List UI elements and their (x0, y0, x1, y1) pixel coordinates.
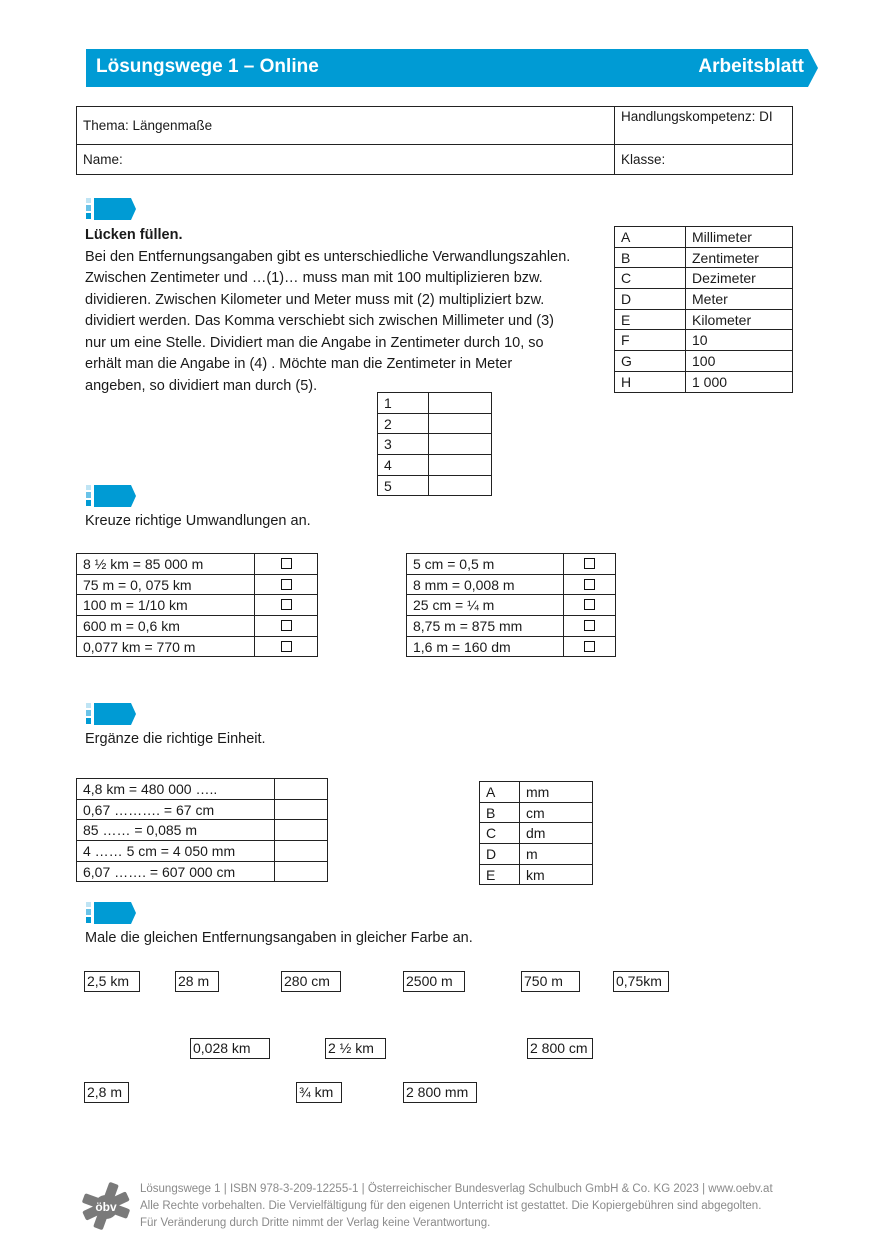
unit-value: cm (520, 802, 593, 823)
task1-line: erhält man die Angabe in (4) . Möchte man die Zentimeter in Meter (85, 356, 513, 372)
unit-answer-field[interactable] (275, 841, 328, 862)
option-key: D (615, 289, 686, 310)
answer-number: 4 (378, 455, 429, 476)
option-value: 1 000 (686, 371, 793, 392)
class-field[interactable]: Klasse: (615, 145, 793, 175)
checkbox[interactable] (255, 636, 318, 657)
footer-line: Alle Rechte vorbehalten. Die Vervielfältigung für den eigenen Unterricht ist gestattet. Die Kopiergebühren sind abgegolten. (140, 1200, 762, 1212)
option-key: C (615, 268, 686, 289)
task3-heading: Ergänze die richtige Einheit. (85, 731, 266, 747)
unit-fill-table (76, 778, 328, 882)
conversion-statement: 100 m = 1/10 km (77, 595, 255, 616)
unit-answer-field[interactable] (275, 799, 328, 820)
answer-number: 1 (378, 393, 429, 414)
unit-key: D (480, 844, 520, 865)
distance-box[interactable]: 0,75km (613, 971, 669, 992)
footer-line: Lösungswege 1 | ISBN 978-3-209-12255-1 | Österreichischer Bundesverlag Schulbuch GmbH & Co. KG 2023 | www.oebv.at (140, 1183, 773, 1195)
conversion-statement: 8 mm = 0,008 m (407, 574, 564, 595)
unit-value: km (520, 864, 593, 885)
conversion-table-right (406, 553, 616, 657)
task1-line: Zwischen Zentimeter und …(1)… muss man mit 100 multiplizieren bzw. (85, 270, 543, 286)
option-key: G (615, 351, 686, 372)
conversion-statement: 0,077 km = 770 m (77, 636, 255, 657)
option-key: E (615, 309, 686, 330)
task1-line: dividiert werden. Das Komma verschiebt sich zwischen Millimeter und (3) (85, 313, 554, 329)
task2-heading: Kreuze richtige Umwandlungen an. (85, 513, 311, 529)
footer-text (140, 1181, 773, 1232)
topic-cell: Thema: Längenmaße (77, 107, 615, 145)
unit-value: dm (520, 823, 593, 844)
conversion-statement: 1,6 m = 160 dm (407, 636, 564, 657)
section-icon (86, 902, 138, 924)
unit-value: m (520, 844, 593, 865)
section-icon (86, 198, 138, 220)
unit-key: B (480, 802, 520, 823)
section-icon (86, 485, 138, 507)
answer-number: 5 (378, 475, 429, 496)
unit-statement: 4,8 km = 480 000 ….. (77, 779, 275, 800)
task1-line: Bei den Entfernungsangaben gibt es unterschiedliche Verwandlungszahlen. (85, 248, 571, 265)
conversion-statement: 600 m = 0,6 km (77, 616, 255, 637)
option-value: Meter (686, 289, 793, 310)
task1-text (85, 225, 605, 397)
distance-box[interactable]: 2,5 km (84, 971, 140, 992)
answer-field[interactable] (429, 434, 492, 455)
footer-line: Für Veränderung durch Dritte nimmt der Verlag keine Verantwortung. (140, 1217, 491, 1229)
section-icon (86, 703, 138, 725)
answer-field[interactable] (429, 413, 492, 434)
answer-field[interactable] (429, 455, 492, 476)
unit-statement: 4 …… 5 cm = 4 050 mm (77, 841, 275, 862)
competence-cell: Handlungskompetenz: DI (615, 107, 793, 145)
option-value: 10 (686, 330, 793, 351)
conversion-statement: 25 cm = ¼ m (407, 595, 564, 616)
checkbox[interactable] (255, 574, 318, 595)
answer-number: 3 (378, 434, 429, 455)
options-table (614, 226, 793, 393)
option-value: Millimeter (686, 227, 793, 248)
unit-options-table (479, 781, 593, 885)
conversion-statement: 8 ½ km = 85 000 m (77, 554, 255, 575)
unit-key: A (480, 782, 520, 803)
unit-value: mm (520, 782, 593, 803)
checkbox[interactable] (564, 554, 616, 575)
task1-line: dividieren. Zwischen Kilometer und Meter muss mit (2) multipliziert bzw. (85, 291, 545, 308)
oebv-logo (80, 1180, 132, 1232)
book-title: Lösungswege 1 – Online (96, 56, 319, 77)
unit-key: C (480, 823, 520, 844)
distance-box[interactable]: 2500 m (403, 971, 465, 992)
unit-statement: 0,67 ………. = 67 cm (77, 799, 275, 820)
checkbox[interactable] (564, 636, 616, 657)
info-table (76, 106, 793, 175)
answers-table (377, 392, 492, 496)
checkbox[interactable] (255, 595, 318, 616)
checkbox[interactable] (564, 595, 616, 616)
task1-line: nur um eine Stelle. Dividiert man die Angabe in Zentimeter durch 10, so (85, 334, 544, 351)
header-banner (86, 49, 818, 87)
answer-field[interactable] (429, 393, 492, 414)
option-value: Dezimeter (686, 268, 793, 289)
conversion-statement: 5 cm = 0,5 m (407, 554, 564, 575)
unit-answer-field[interactable] (275, 779, 328, 800)
option-value: 100 (686, 351, 793, 372)
name-field[interactable]: Name: (77, 145, 615, 175)
unit-answer-field[interactable] (275, 820, 328, 841)
option-value: Zentimeter (686, 247, 793, 268)
conversion-statement: 75 m = 0, 075 km (77, 574, 255, 595)
distance-box[interactable]: 28 m (175, 971, 219, 992)
option-key: B (615, 247, 686, 268)
task1-heading: Lücken füllen. (85, 227, 183, 243)
unit-statement: 85 …… = 0,085 m (77, 820, 275, 841)
checkbox[interactable] (255, 554, 318, 575)
option-key: H (615, 371, 686, 392)
distance-box[interactable]: 2 800 mm (403, 1082, 477, 1103)
distance-box[interactable]: 0,028 km (190, 1038, 270, 1059)
logo-text: öbv (95, 1200, 117, 1214)
worksheet-label: Arbeitsblatt (698, 56, 804, 77)
answer-number: 2 (378, 413, 429, 434)
task4-heading: Male die gleichen Entfernungsangaben in gleicher Farbe an. (85, 930, 473, 946)
checkbox[interactable] (564, 574, 616, 595)
distance-box[interactable]: ¾ km (296, 1082, 342, 1103)
unit-answer-field[interactable] (275, 861, 328, 882)
checkbox[interactable] (255, 616, 318, 637)
answer-field[interactable] (429, 475, 492, 496)
conversion-table-left (76, 553, 318, 657)
unit-key: E (480, 864, 520, 885)
conversion-statement: 8,75 m = 875 mm (407, 616, 564, 637)
distance-box[interactable]: 2 ½ km (325, 1038, 386, 1059)
option-key: A (615, 227, 686, 248)
checkbox[interactable] (564, 616, 616, 637)
distance-box[interactable]: 280 cm (281, 971, 341, 992)
unit-statement: 6,07 ……. = 607 000 cm (77, 861, 275, 882)
distance-box[interactable]: 2,8 m (84, 1082, 129, 1103)
distance-box[interactable]: 750 m (521, 971, 580, 992)
task1-line: angeben, so dividiert man durch (5). (85, 377, 318, 394)
distance-box[interactable]: 2 800 cm (527, 1038, 593, 1059)
option-value: Kilometer (686, 309, 793, 330)
option-key: F (615, 330, 686, 351)
